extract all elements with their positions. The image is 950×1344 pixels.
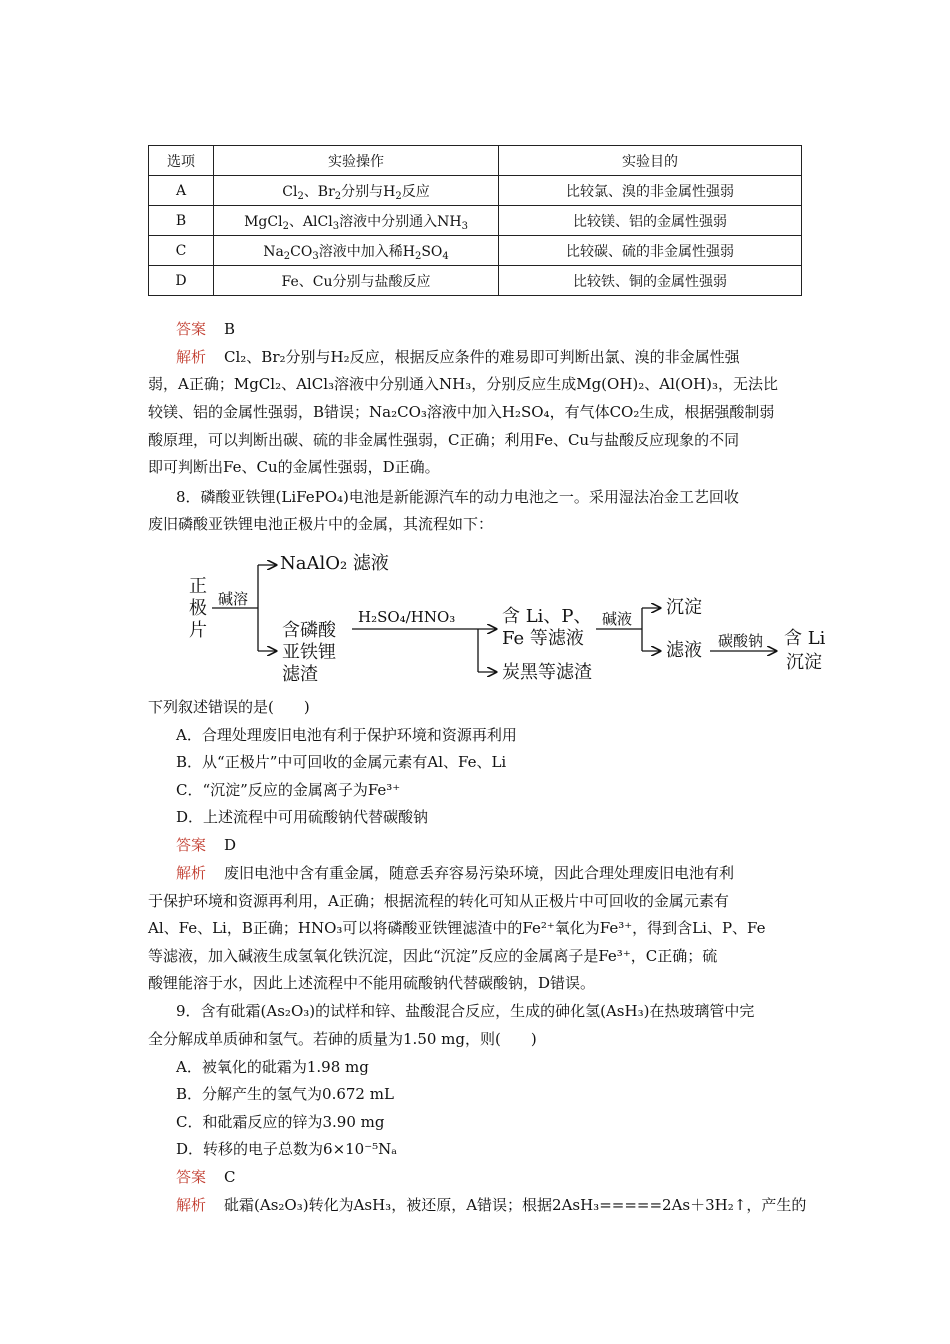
flow-step-label: H₂SO₄/HNO₃ xyxy=(358,608,456,626)
flow-node: NaAlO₂ 滤液 xyxy=(280,553,389,574)
process-flow-diagram xyxy=(180,548,840,688)
flow-step-label: 碳酸钠 xyxy=(718,632,764,650)
q9-option: B．分解产生的氢气为0.672 mL xyxy=(176,1085,394,1103)
operation-cell: Fe、Cu分别与盐酸反应 xyxy=(214,266,499,296)
q8-option: D．上述流程中可用硫酸钠代替碳酸钠 xyxy=(176,808,429,826)
q9-analysis-line: 解析 砒霜(As₂O₃)转化为AsH₃，被还原，A错误；根据2AsH₃=====2As＋3H₂↑，产生的 xyxy=(176,1196,807,1214)
q9-option: C．和砒霜反应的锌为3.90 mg xyxy=(176,1113,385,1131)
operation-cell: $Na_2CO_3$溶液中加入稀$H_2SO_4$ xyxy=(214,236,499,266)
table-row xyxy=(149,266,802,296)
q8-analysis-line: 酸锂能溶于水，因此上述流程中不能用硫酸钠代替碳酸钠，D错误。 xyxy=(148,974,596,992)
q9-stem-line: 全分解成单质砷和氢气。若砷的质量为1.50 mg，则( ) xyxy=(148,1030,537,1048)
table-row xyxy=(149,206,802,236)
flow-node: 沉淀 xyxy=(786,652,822,673)
purpose-cell: 比较镁、铝的金属性强弱 xyxy=(499,206,802,236)
q8-analysis-line: 于保护环境和资源再利用，A正确；根据流程的转化可知从正极片中可回收的金属元素有 xyxy=(148,892,729,910)
q7-analysis-line: 酸原理，可以判断出碳、硫的非金属性强弱，C正确；利用Fe、Cu与盐酸反应现象的不同 xyxy=(148,431,740,449)
q8-option: C．“沉淀”反应的金属离子为Fe³⁺ xyxy=(176,781,401,799)
operation-cell: $Cl_2$、$Br_2$分别与$H_2$反应 xyxy=(214,176,499,206)
flow-node: 炭黑等滤渣 xyxy=(502,662,592,683)
q7-analysis-line: 即可判断出Fe、Cu的金属性强弱，D正确。 xyxy=(148,458,440,476)
option-cell: C xyxy=(149,236,214,266)
q8-analysis-line: Al、Fe、Li，B正确；HNO₃可以将磷酸亚铁锂滤渣中的Fe²⁺氧化为Fe³⁺，得到含Li、P、Fe xyxy=(148,919,766,937)
q7-analysis-line: 较镁、铝的金属性强弱，B错误；Na₂CO₃溶液中加入H₂SO₄，有气体CO₂生成，根据强酸制弱 xyxy=(148,403,775,421)
q9-answer: 答案 C xyxy=(176,1168,236,1186)
table-header-row xyxy=(149,146,802,176)
q8-option: A．合理处理废旧电池有利于保护环境和资源再利用 xyxy=(176,726,517,744)
flow-node: 沉淀 xyxy=(666,597,702,618)
q8-analysis-line: 等滤液，加入碱液生成氢氧化铁沉淀，因此“沉淀”反应的金属离子是Fe³⁺，C正确；硫 xyxy=(148,947,718,965)
option-cell: A xyxy=(149,176,214,206)
q9-option: A．被氧化的砒霜为1.98 mg xyxy=(176,1058,369,1076)
q7-analysis-line: 解析 Cl₂、Br₂分别与H₂反应，根据反应条件的难易即可判断出氯、溴的非金属性强 xyxy=(176,348,740,366)
q7-answer: 答案 B xyxy=(176,320,236,338)
flow-node-start: 正极片 xyxy=(189,576,207,641)
flow-node: 含 Li xyxy=(784,628,826,649)
option-cell: B xyxy=(149,206,214,236)
table-header: 实验目的 xyxy=(499,146,802,176)
q9-option: D．转移的电子总数为6×10⁻⁵Nₐ xyxy=(176,1140,398,1158)
flow-node: 滤渣 xyxy=(282,664,318,685)
q9-stem-line: 9．含有砒霜(As₂O₃)的试样和锌、盐酸混合反应，生成的砷化氢(AsH₃)在热玻璃管中完 xyxy=(176,1002,755,1020)
flow-step-label: 碱溶 xyxy=(218,590,249,608)
q7-analysis-line: 弱，A正确；MgCl₂、AlCl₃溶液中分别通入NH₃，分别反应生成Mg(OH)₂、Al(OH)₃，无法比 xyxy=(148,375,779,393)
flow-node: 滤液 xyxy=(666,640,702,661)
q8-stem-line: 8．磷酸亚铁锂(LiFePO₄)电池是新能源汽车的动力电池之一。采用湿法冶金工艺回收 xyxy=(176,488,739,506)
q8-option: B．从“正极片”中可回收的金属元素有Al、Fe、Li xyxy=(176,753,507,771)
q8-stem-line: 废旧磷酸亚铁锂电池正极片中的金属，其流程如下： xyxy=(148,515,494,533)
q8-question: 下列叙述错误的是( ) xyxy=(148,698,310,716)
table-header: 选项 xyxy=(149,146,214,176)
q8-analysis-line: 解析 废旧电池中含有重金属，随意丢弃容易污染环境，因此合理处理废旧电池有利 xyxy=(176,864,735,882)
q8-answer: 答案 D xyxy=(176,836,237,854)
table-header: 实验操作 xyxy=(214,146,499,176)
purpose-cell: 比较铁、铜的金属性强弱 xyxy=(499,266,802,296)
flow-node: 含磷酸 xyxy=(282,620,336,641)
flow-node: Fe 等滤液 xyxy=(502,628,584,649)
table-row xyxy=(149,176,802,206)
flow-node: 含 Li、P、 xyxy=(502,606,592,627)
flow-step-label: 碱液 xyxy=(602,610,633,628)
purpose-cell: 比较氯、溴的非金属性强弱 xyxy=(499,176,802,206)
purpose-cell: 比较碳、硫的非金属性强弱 xyxy=(499,236,802,266)
operation-cell: MgCl$_2$、AlCl$_3$溶液中分别通入$NH_3$ xyxy=(214,206,499,236)
table-row xyxy=(149,236,802,266)
flow-node: 亚铁锂 xyxy=(282,642,336,663)
option-cell: D xyxy=(149,266,214,296)
experiment-table xyxy=(148,145,802,296)
